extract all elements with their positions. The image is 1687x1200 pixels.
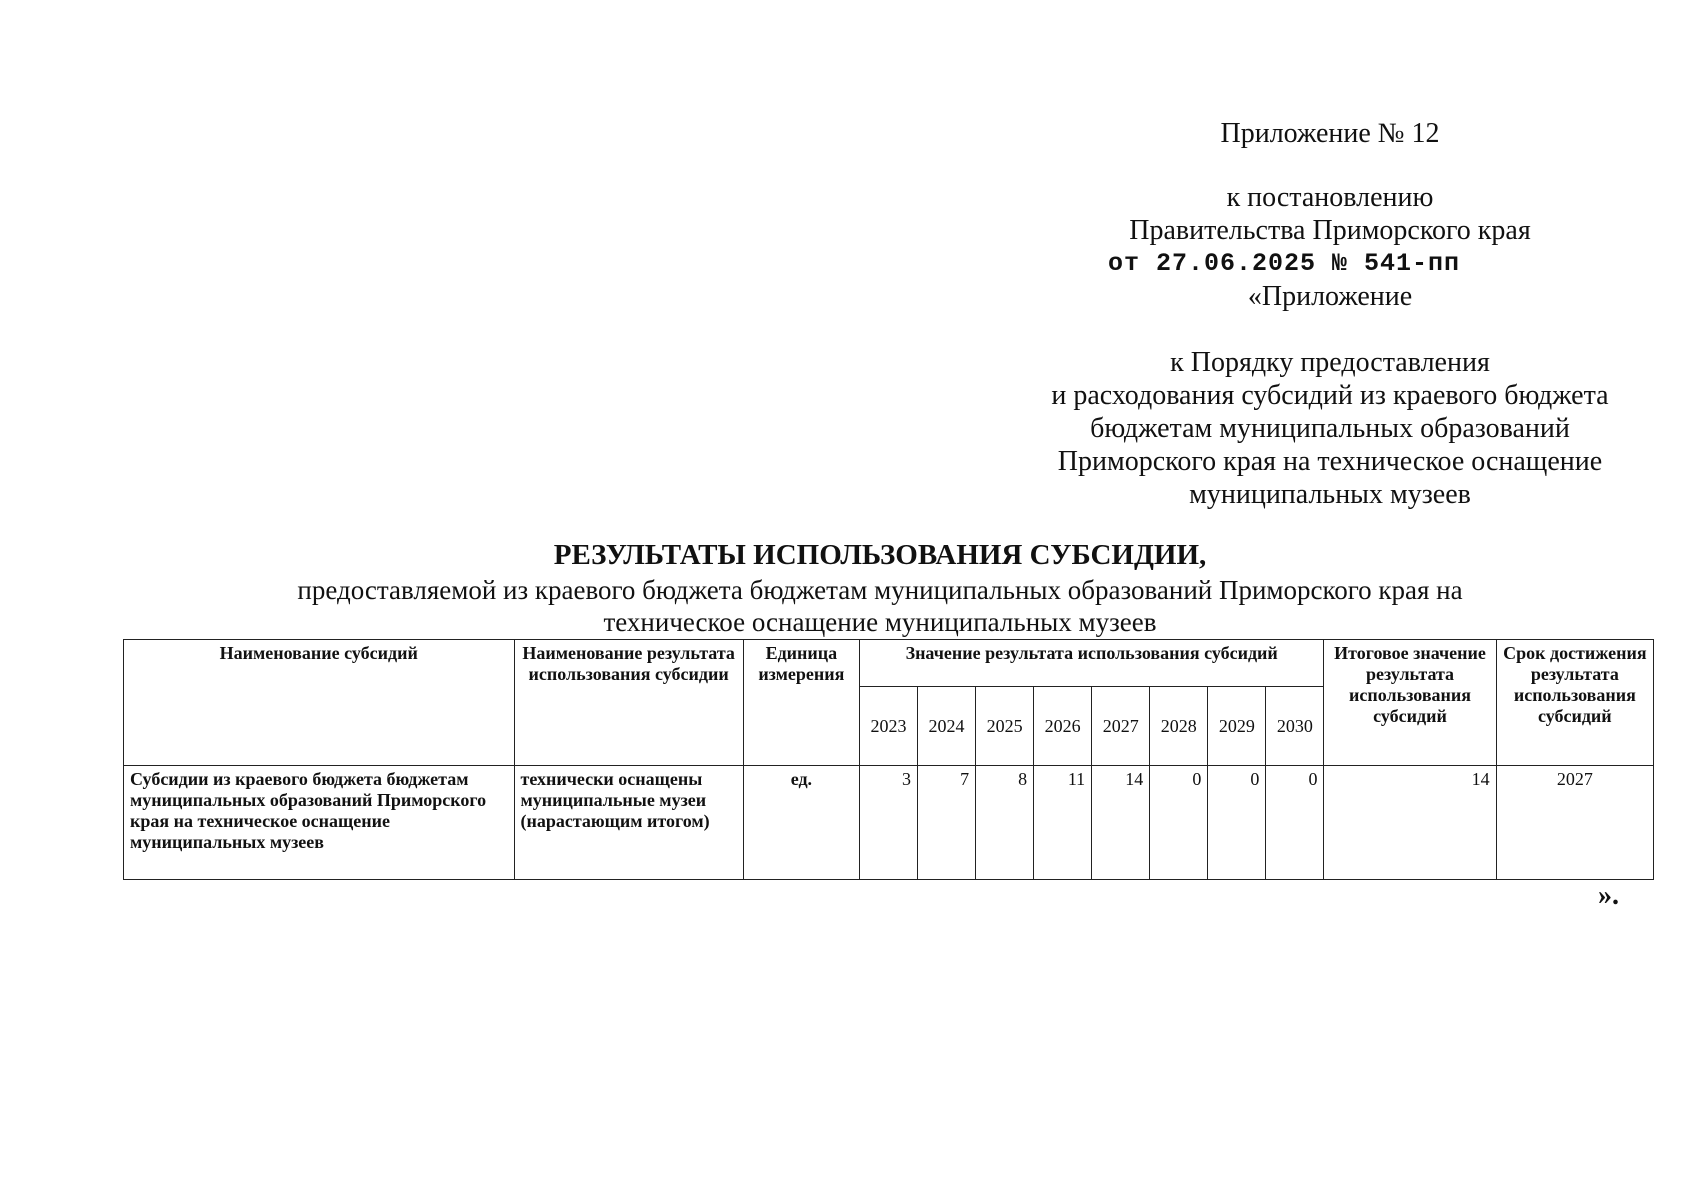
header-year-2024: 2024 xyxy=(918,687,976,766)
appendix-number: Приложение № 12 xyxy=(1220,118,1440,149)
header-year-2025: 2025 xyxy=(976,687,1034,766)
header-year-2028: 2028 xyxy=(1150,687,1208,766)
header-subsidy-name: Наименование субсидий xyxy=(124,640,515,766)
header-values-group: Значение результата использования субсидий xyxy=(859,640,1324,687)
cell-total: 14 xyxy=(1324,766,1496,880)
header-total: Итоговое значение результата использования субсидий xyxy=(1324,640,1496,766)
subsidy-results-table xyxy=(123,639,1654,880)
cell-value-2025: 8 xyxy=(976,766,1034,880)
decree-reference-block xyxy=(990,181,1670,313)
cell-result-name: технически оснащены муниципальные музеи (нарастающим итогом) xyxy=(514,766,743,880)
decree-date-number: от 27.06.2025 № 541-пп xyxy=(1108,249,1461,278)
cell-deadline: 2027 xyxy=(1496,766,1653,880)
cell-value-2029: 0 xyxy=(1208,766,1266,880)
header-year-2027: 2027 xyxy=(1092,687,1150,766)
header-year-2030: 2030 xyxy=(1266,687,1324,766)
cell-subsidy-name: Субсидии из краевого бюджета бюджетам муниципальных образований Приморского края на техническое оснащение муниципальных музеев xyxy=(124,766,515,880)
order-line-1: к Порядку предоставления xyxy=(1170,347,1490,378)
header-year-2026: 2026 xyxy=(1034,687,1092,766)
cell-value-2024: 7 xyxy=(918,766,976,880)
document-title: РЕЗУЛЬТАТЫ ИСПОЛЬЗОВАНИЯ СУБСИДИИ, xyxy=(553,539,1207,571)
cell-value-2026: 11 xyxy=(1034,766,1092,880)
document-title-block xyxy=(100,539,1660,638)
cell-value-2027: 14 xyxy=(1092,766,1150,880)
appendix-number-block xyxy=(990,117,1670,150)
header-result-name: Наименование результата использования субсидии xyxy=(514,640,743,766)
order-line-2: и расходования субсидий из краевого бюджета xyxy=(1051,380,1609,411)
table-header-row xyxy=(124,640,1654,687)
decree-line-2: Правительства Приморского края xyxy=(1129,215,1531,246)
decree-line-1: к постановлению xyxy=(1226,182,1434,213)
cell-value-2023: 3 xyxy=(859,766,917,880)
order-line-4: Приморского края на техническое оснащение xyxy=(1057,446,1603,477)
order-line-5: муниципальных музеев xyxy=(1189,479,1471,510)
order-reference-block xyxy=(990,346,1670,511)
header-year-2029: 2029 xyxy=(1208,687,1266,766)
order-line-3: бюджетам муниципальных образований xyxy=(1090,413,1570,444)
closing-quote: ». xyxy=(1598,880,1619,911)
cell-value-2028: 0 xyxy=(1150,766,1208,880)
table-row xyxy=(124,766,1654,880)
decree-line-4: «Приложение xyxy=(1247,281,1413,312)
cell-value-2030: 0 xyxy=(1266,766,1324,880)
cell-unit: ед. xyxy=(743,766,859,880)
header-unit: Единица измерения xyxy=(743,640,859,766)
header-deadline: Срок достижения результата использования субсидий xyxy=(1496,640,1653,766)
document-subtitle: предоставляемой из краевого бюджета бюджетам муниципальных образований Приморского края на техническое оснащение муниципальных музеев xyxy=(297,575,1463,637)
header-year-2023: 2023 xyxy=(859,687,917,766)
